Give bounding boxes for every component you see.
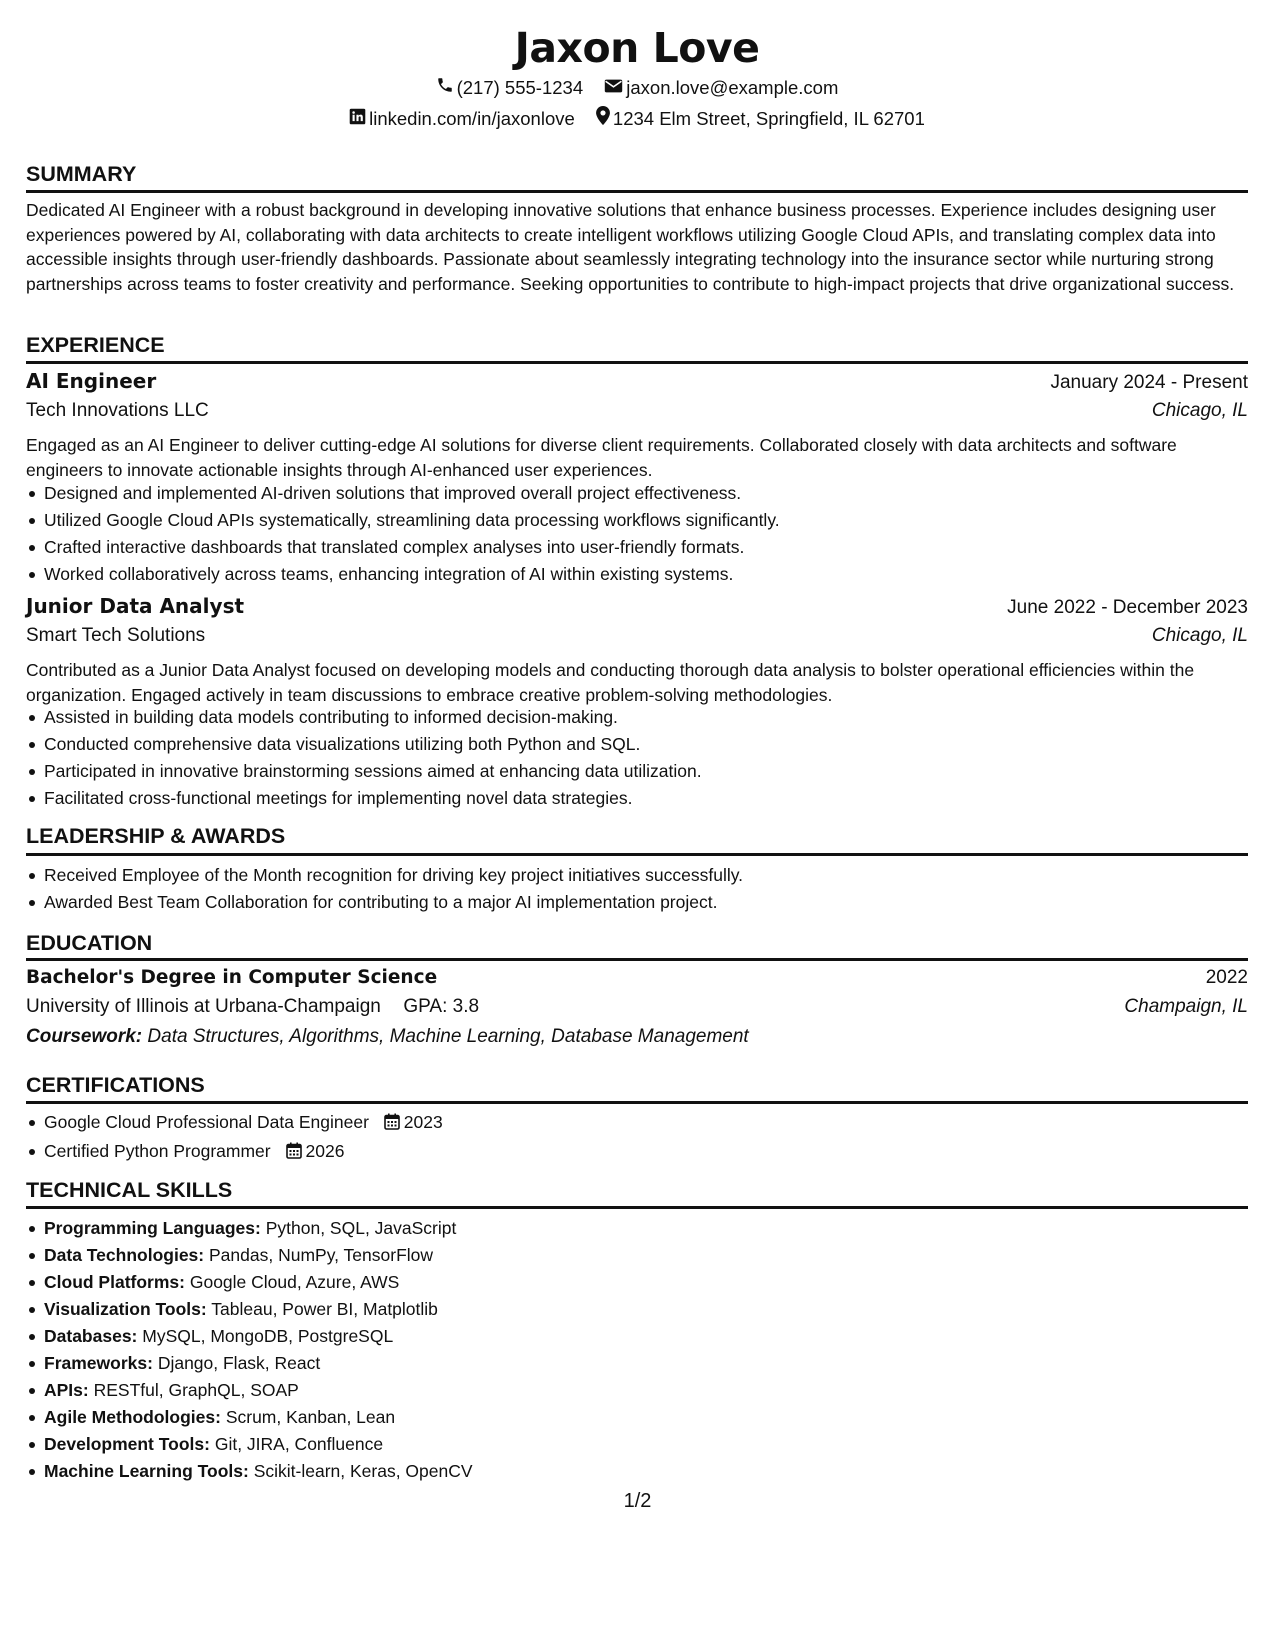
list-item: [26, 1269, 1248, 1296]
skill-value: Scrum, Kanban, Lean: [225, 1407, 396, 1427]
skill-label: Visualization Tools:: [44, 1299, 207, 1319]
list-item: Received Employee of the Month recognition for driving key project initiatives successfully.: [26, 862, 1248, 889]
coursework-label: Coursework:: [26, 1026, 143, 1047]
list-item: [26, 1138, 1248, 1167]
graduation-year: 2022: [1205, 967, 1248, 988]
skill-label: Development Tools:: [44, 1434, 210, 1454]
linkedin-icon: [349, 107, 369, 131]
section-divider: [26, 361, 1248, 364]
degree-name: Bachelor's Degree in Computer Science: [26, 967, 438, 988]
linkedin-contact[interactable]: [349, 107, 575, 131]
section-divider: [26, 1206, 1248, 1209]
list-item: [26, 1109, 1248, 1138]
map-marker-icon: [596, 106, 613, 131]
skills-heading: TECHNICAL SKILLS: [26, 1178, 233, 1202]
email-address[interactable]: jaxon.love@example.com: [626, 77, 839, 98]
job-title: AI Engineer: [26, 369, 157, 393]
list-item: Assisted in building data models contributing to informed decision-making.: [26, 704, 1248, 731]
school-location: Champaign, IL: [1124, 996, 1248, 1017]
job-bullets: [26, 704, 1248, 812]
skill-value: RESTful, GraphQL, SOAP: [93, 1380, 299, 1400]
skill-label: Machine Learning Tools:: [44, 1461, 249, 1481]
job-header: [26, 369, 1248, 394]
list-item: Crafted interactive dashboards that translated complex analyses into user-friendly formats.: [26, 534, 1248, 561]
summary-text: Dedicated AI Engineer with a robust background in developing innovative solutions that enhance business processes. Experience includes designing user experiences powered by AI, collaborating with data architects to create intelligent workflows utilizing Google Cloud APIs, and translating complex data into accessible insights through user-friendly dashboards. Passionate about seamlessly integrating technology into the insurance sector while nurturing strong partnerships across teams to foster creativity and performance. Seeking opportunities to contribute to high-impact projects that drive organizational success.: [26, 200, 1235, 294]
skills-list: [26, 1215, 1248, 1485]
list-item: Designed and implemented AI-driven solutions that improved overall project effectiveness.: [26, 480, 1248, 507]
job-location: Chicago, IL: [1151, 625, 1248, 646]
experience-heading: EXPERIENCE: [26, 333, 165, 357]
calendar-icon: [286, 1140, 302, 1167]
certifications-heading: CERTIFICATIONS: [26, 1073, 205, 1097]
coursework-list: Data Structures, Algorithms, Machine Learning, Database Management: [147, 1026, 749, 1047]
list-item: [26, 1215, 1248, 1242]
envelope-icon: [604, 76, 626, 100]
candidate-name: Jaxon Love: [514, 24, 760, 72]
skill-label: Agile Methodologies:: [44, 1407, 221, 1427]
job-location: Chicago, IL: [1151, 400, 1248, 421]
phone-icon: [436, 76, 457, 100]
list-item: Conducted comprehensive data visualizations utilizing both Python and SQL.: [26, 731, 1248, 758]
calendar-icon: [384, 1111, 400, 1138]
certification-year: 2026: [305, 1141, 345, 1161]
school-info: [26, 996, 479, 1018]
skill-value: Django, Flask, React: [157, 1353, 321, 1373]
skill-value: Python, SQL, JavaScript: [265, 1218, 457, 1238]
skill-label: Programming Languages:: [44, 1218, 261, 1238]
coursework-row: [26, 1026, 1248, 1048]
address-contact: [596, 106, 925, 131]
skill-value: Scikit-learn, Keras, OpenCV: [253, 1461, 473, 1481]
list-item: [26, 1377, 1248, 1404]
certifications-list: [26, 1109, 1248, 1167]
skill-label: APIs:: [44, 1380, 89, 1400]
skill-label: Frameworks:: [44, 1353, 153, 1373]
job-title: Junior Data Analyst: [26, 594, 245, 618]
job-dates: June 2022 - December 2023: [1007, 597, 1248, 618]
job-company-row: [26, 625, 1248, 647]
certification-name: Certified Python Programmer: [44, 1141, 271, 1161]
list-item: Facilitated cross-functional meetings for implementing novel data strategies.: [26, 785, 1248, 812]
contact-line-1: [26, 76, 1248, 100]
certification-name: Google Cloud Professional Data Engineer: [44, 1112, 369, 1132]
street-address: 1234 Elm Street, Springfield, IL 62701: [612, 107, 925, 129]
skill-label: Databases:: [44, 1326, 138, 1346]
skill-value: Google Cloud, Azure, AWS: [189, 1272, 400, 1292]
company-name: Tech Innovations LLC: [26, 400, 209, 421]
summary-heading: SUMMARY: [26, 162, 137, 186]
list-item: [26, 1350, 1248, 1377]
skill-value: Git, JIRA, Confluence: [214, 1434, 384, 1454]
list-item: [26, 1242, 1248, 1269]
section-divider: [26, 190, 1248, 193]
list-item: [26, 1404, 1248, 1431]
job-dates: January 2024 - Present: [1050, 372, 1248, 393]
gpa: GPA: 3.8: [403, 996, 480, 1017]
school-name: University of Illinois at Urbana-Champaign: [26, 996, 381, 1017]
job-description: Engaged as an AI Engineer to deliver cutting-edge AI solutions for diverse client requirements. Collaborated closely with data architects and software engineers to innovate actionable insights through AI-enhanced user experiences.: [26, 435, 1177, 480]
contact-line-2: [26, 106, 1248, 131]
skill-value: Tableau, Power BI, Matplotlib: [211, 1299, 438, 1319]
list-item: [26, 1296, 1248, 1323]
job-description: Contributed as a Junior Data Analyst focused on developing models and conducting thorough data analysis to bolster operational efficiencies within the organization. Engaged actively in team discussions to embrace creative problem-solving methodologies.: [26, 660, 1195, 705]
leadership-heading: LEADERSHIP & AWARDS: [26, 824, 286, 848]
job-bullets: [26, 480, 1248, 588]
skill-value: Pandas, NumPy, TensorFlow: [209, 1245, 434, 1265]
company-name: Smart Tech Solutions: [26, 625, 206, 646]
skill-value: MySQL, MongoDB, PostgreSQL: [142, 1326, 394, 1346]
phone-contact: [436, 76, 584, 100]
list-item: Worked collaboratively across teams, enhancing integration of AI within existing systems.: [26, 561, 1248, 588]
email-contact[interactable]: [604, 76, 838, 100]
section-divider: [26, 853, 1248, 856]
leadership-bullets: [26, 862, 1248, 916]
linkedin-url[interactable]: linkedin.com/in/jaxonlove: [369, 108, 575, 129]
skill-label: Cloud Platforms:: [44, 1272, 185, 1292]
page-number: 1/2: [623, 1490, 652, 1512]
skill-label: Data Technologies:: [44, 1245, 205, 1265]
job-header: [26, 594, 1248, 619]
list-item: [26, 1431, 1248, 1458]
degree-row: [26, 967, 1248, 989]
school-row: [26, 996, 1248, 1018]
list-item: Utilized Google Cloud APIs systematically, streamlining data processing workflows significantly.: [26, 507, 1248, 534]
list-item: Participated in innovative brainstorming sessions aimed at enhancing data utilization.: [26, 758, 1248, 785]
section-divider: [26, 1101, 1248, 1104]
job-company-row: [26, 400, 1248, 422]
education-heading: EDUCATION: [26, 931, 153, 955]
certification-year: 2023: [403, 1112, 443, 1132]
list-item: Awarded Best Team Collaboration for contributing to a major AI implementation project.: [26, 889, 1248, 916]
phone-number: (217) 555-1234: [456, 77, 584, 98]
coursework: [26, 1026, 749, 1048]
list-item: [26, 1458, 1248, 1485]
section-divider: [26, 958, 1248, 961]
list-item: [26, 1323, 1248, 1350]
